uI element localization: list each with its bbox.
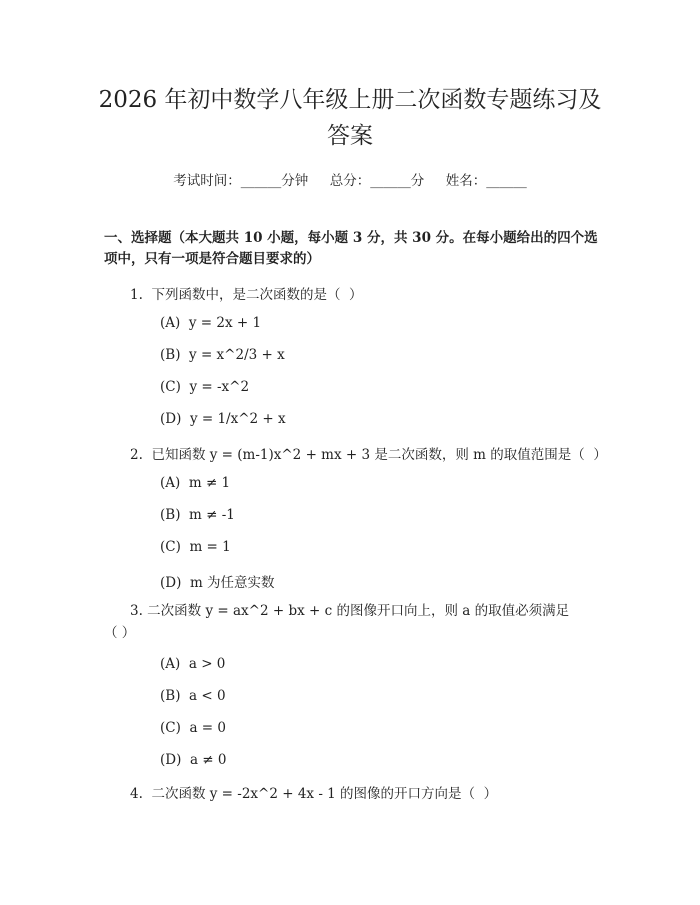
question-2-option-d: (D) m 为任意实数 [160,575,275,591]
document-title: 2026 年初中数学八年级上册二次函数专题练习及答案 [98,87,602,149]
question-2-option-c: (C) m = 1 [160,539,231,555]
question-2: 2. 已知函数 y = (m-1)x^2 + mx + 3 是二次函数，则 m 的取值范围是（ ） [130,447,607,463]
question-1: 1. 下列函数中，是二次函数的是（ ） [130,287,363,303]
question-3-option-d: (D) a ≠ 0 [160,752,227,768]
question-3-option-a: (A) a > 0 [160,656,226,672]
question-3: 3. 二次函数 y = ax^2 + bx + c 的图像开口向上，则 a 的取值必须满足（ ） [104,603,570,641]
question-3-option-b: (B) a < 0 [160,688,226,704]
exam-info-line: 考试时间：______分钟 总分：______分 姓名：______ [173,173,527,189]
question-2-option-a: (A) m ≠ 1 [160,475,231,491]
question-1-option-a: (A) y = 2x + 1 [160,315,262,331]
question-1-option-c: (C) y = -x^2 [160,379,250,395]
question-4: 4. 二次函数 y = -2x^2 + 4x - 1 的图像的开口方向是（ ） [130,786,498,802]
question-1-option-b: (B) y = x^2/3 + x [160,347,285,363]
question-1-option-d: (D) y = 1/x^2 + x [160,411,286,427]
question-2-option-b: (B) m ≠ -1 [160,507,235,523]
section-heading: 一、选择题（本大题共 10 小题，每小题 3 分，共 30 分。在每小题给出的四个选项中，只有一项是符合题目要求的） [104,230,598,267]
question-3-option-c: (C) a = 0 [160,720,226,736]
